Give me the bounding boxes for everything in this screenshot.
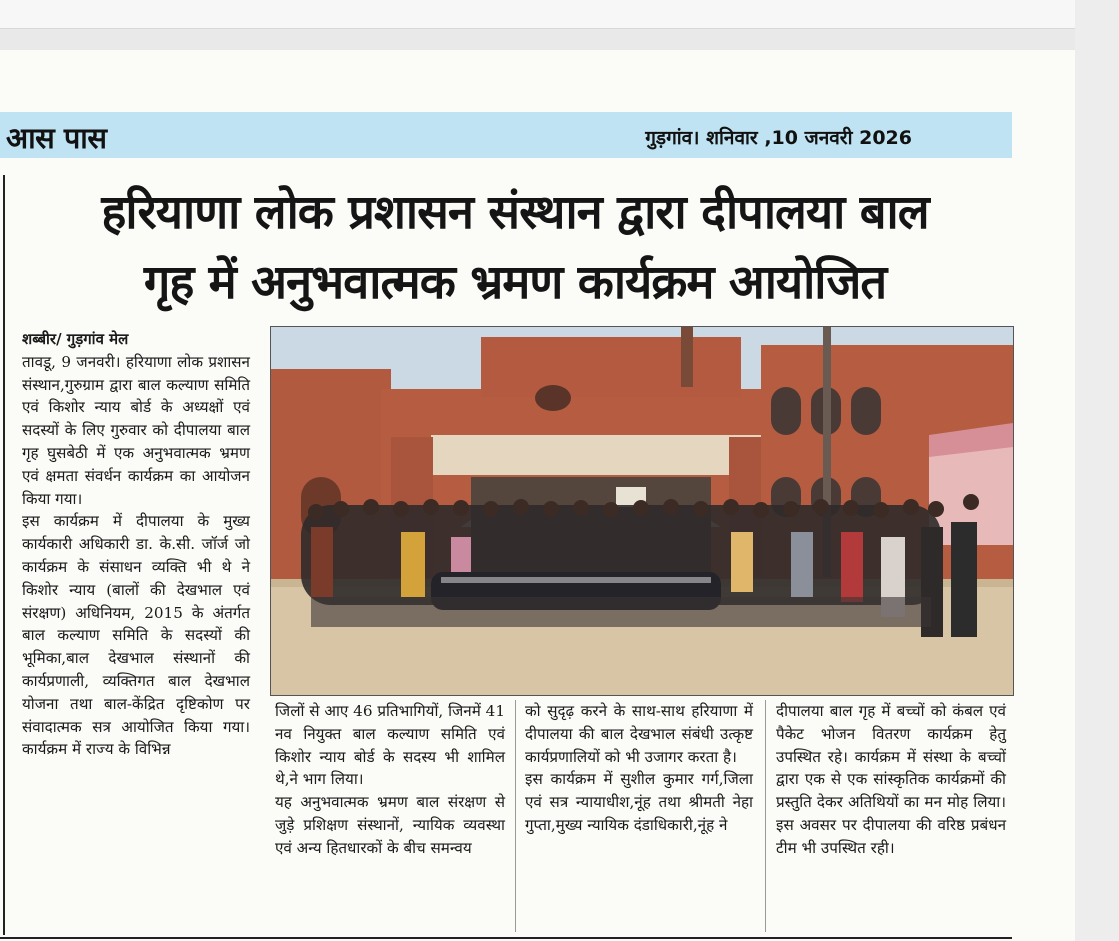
- newspaper-page: [0, 50, 1075, 941]
- bottom-rule: [0, 937, 1012, 939]
- paragraph: तावडू, 9 जनवरी। हरियाणा लोक प्रशासन संस्थान,गुरुग्राम द्वारा बाल कल्याण समिति एवं किशोर न्याय बोर्ड के अध्यक्षों एवं सदस्यों के लिए गुरुवार को दीपालया बाल गृह घुसबेठी में एक अनुभवात्मक भ्रमण एवं क्षमता संवर्धन कार्यक्रम का आयोजन किया गया।: [22, 352, 250, 508]
- screen-edge: [1075, 0, 1119, 941]
- paragraph: इस कार्यक्रम में दीपालया के मुख्य कार्यकारी अधिकारी डा. के.सी. जॉर्ज जो कार्यक्रम के संसाधन व्यक्ति भी थे ने किशोर न्याय (बालों की देखभाल एवं संरक्षण) अधिनियम, 2015 के अंतर्गत बाल कल्याण समिति के सदस्यों की भूमिका,बाल देखभाल संस्थानों की कार्यप्रणाली, व्यक्तिगत बाल देखभाल योजना तथा बाल-केंद्रित दृष्टिकोण पर संवादात्मक सत्र आयोजित किया गया। कार्यक्रम में राज्य के विभिन्न: [22, 512, 250, 759]
- previous-page-strip: [0, 0, 1075, 29]
- paragraph: जिलों से आए 46 प्रतिभागियों, जिनमें 41 नव नियुक्त बाल कल्याण समिति एवं किशोर न्याय बोर्ड के सदस्य भी शामिल थे,ने भाग लिया।: [275, 702, 505, 789]
- group-photo-illustration: [271, 327, 1013, 695]
- group-photo: [270, 326, 1014, 696]
- headline-line-1: हरियाणा लोक प्रशासन संस्थान द्वारा दीपालया बाल: [101, 185, 929, 240]
- article-column-4: [776, 700, 1006, 860]
- article-column-1: [22, 328, 250, 761]
- section-name: आस पास: [6, 121, 107, 155]
- headline: [20, 178, 1010, 318]
- column-rule-left: [3, 175, 5, 935]
- section-header-bar: [0, 112, 1012, 158]
- headline-line-2: गृह में अनुभवात्मक भ्रमण कार्यक्रम आयोजित: [143, 255, 887, 310]
- dateline: गुड़गांव। शनिवार ,10 जनवरी 2026: [645, 127, 912, 149]
- column-divider: [765, 700, 766, 932]
- column-divider: [515, 700, 516, 932]
- byline: शब्बीर/ गुड़गांव मेल: [22, 330, 129, 348]
- paragraph: यह अनुभवात्मक भ्रमण बाल संरक्षण से जुड़े प्रशिक्षण संस्थानों, न्यायिक व्यवस्था एवं अन्य हितधारकों के बीच समन्वय: [275, 793, 505, 857]
- article-column-2: [275, 700, 505, 860]
- article-column-3: [525, 700, 753, 837]
- paragraph: इस कार्यक्रम में सुशील कुमार गर्ग,जिला एवं सत्र न्यायाधीश,नूंह तथा श्रीमती नेहा गुप्ता,मुख्य न्यायिक दंडाधिकारी,नूंह ने: [525, 770, 753, 834]
- paragraph: दीपालया बाल गृह में बच्चों को कंबल एवं पैकेट भोजन वितरण कार्यक्रम हेतु उपस्थित रहे। कार्यक्रम में संस्था के बच्चों द्वारा एक से एक सांस्कृतिक कार्यक्रमों की प्रस्तुति देकर अतिथियों का मन मोह लिया। इस अवसर पर दीपालया की वरिष्ठ प्रबंधन टीम भी उपस्थित रही।: [776, 702, 1006, 857]
- paragraph: को सुदृढ़ करने के साथ-साथ हरियाणा में दीपालया की बाल देखभाल संबंधी उत्कृष्ट कार्यप्रणालियों को भी उजागर करता है।: [525, 702, 753, 766]
